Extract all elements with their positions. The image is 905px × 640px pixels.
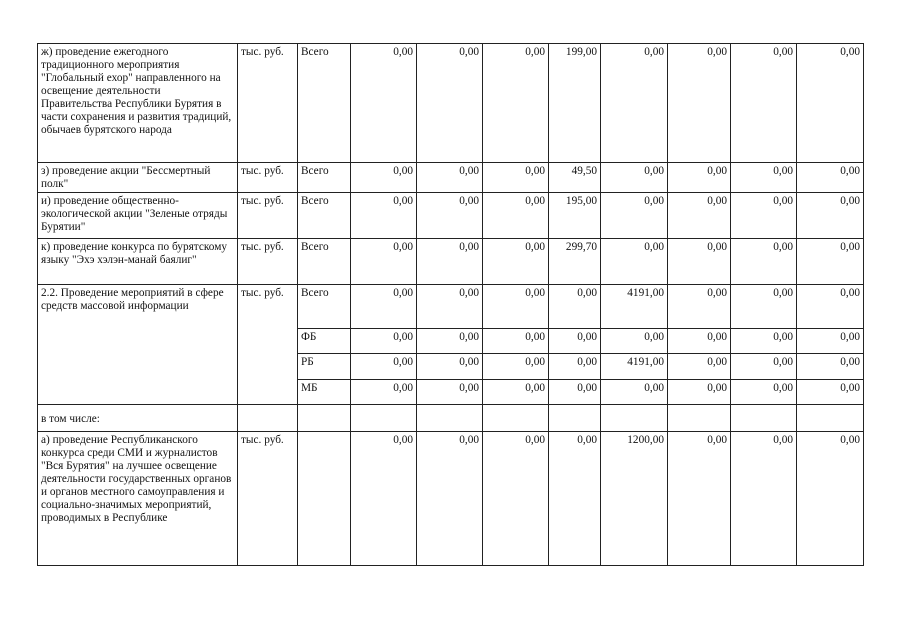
value-cell: 0,00 [731,193,797,239]
table-row [38,405,864,432]
funding-source-cell: Всего [298,163,351,193]
value-cell: 0,00 [731,163,797,193]
value-cell: 0,00 [601,163,668,193]
value-cell: 0,00 [549,380,601,405]
value-cell: 299,70 [549,239,601,285]
value-cell: 0,00 [601,193,668,239]
value-cell: 0,00 [417,193,483,239]
value-cell: 0,00 [601,239,668,285]
empty-cell [549,405,601,432]
empty-cell [731,405,797,432]
table-row [38,432,864,566]
value-cell: 0,00 [351,329,417,354]
value-cell: 0,00 [797,354,864,380]
unit-cell: тыс. руб. [238,193,298,239]
activity-name: 2.2. Проведение мероприятий в сфере средств массовой информации [38,285,238,405]
funding-source-cell: МБ [298,380,351,405]
value-cell: 0,00 [731,329,797,354]
value-cell: 0,00 [601,380,668,405]
value-cell: 0,00 [731,285,797,329]
value-cell: 0,00 [483,44,549,163]
empty-cell [351,405,417,432]
value-cell: 0,00 [417,354,483,380]
unit-cell: тыс. руб. [238,285,298,405]
value-cell: 0,00 [601,44,668,163]
value-cell: 4191,00 [601,354,668,380]
value-cell: 0,00 [351,354,417,380]
value-cell: 0,00 [417,380,483,405]
value-cell: 0,00 [417,329,483,354]
value-cell: 0,00 [351,44,417,163]
value-cell: 0,00 [483,354,549,380]
empty-cell [797,405,864,432]
value-cell: 0,00 [549,432,601,566]
empty-cell [668,405,731,432]
value-cell: 0,00 [483,432,549,566]
value-cell: 0,00 [797,432,864,566]
value-cell: 0,00 [351,193,417,239]
funding-source-cell: Всего [298,239,351,285]
value-cell: 0,00 [668,285,731,329]
value-cell: 0,00 [483,163,549,193]
table-row [38,163,864,193]
value-cell: 0,00 [549,285,601,329]
activity-name: а) проведение Республиканского конкурса среди СМИ и журналистов "Вся Бурятия" на лучшее освещение деятельности государственных органов и органов местного самоуправления и социально-значимых мероприятий, проводимых в Республике [38,432,238,566]
value-cell: 0,00 [731,239,797,285]
value-cell: 0,00 [731,380,797,405]
unit-cell: тыс. руб. [238,239,298,285]
value-cell: 195,00 [549,193,601,239]
value-cell: 0,00 [668,329,731,354]
empty-cell [298,405,351,432]
value-cell: 0,00 [601,329,668,354]
unit-cell: тыс. руб. [238,432,298,566]
value-cell: 0,00 [668,380,731,405]
value-cell: 0,00 [797,163,864,193]
value-cell: 0,00 [417,44,483,163]
table-row [38,239,864,285]
value-cell: 0,00 [797,285,864,329]
value-cell: 0,00 [549,354,601,380]
value-cell: 0,00 [483,239,549,285]
value-cell: 0,00 [731,44,797,163]
value-cell: 0,00 [797,239,864,285]
value-cell: 0,00 [731,354,797,380]
value-cell: 0,00 [417,285,483,329]
value-cell: 4191,00 [601,285,668,329]
value-cell: 0,00 [731,432,797,566]
expenditure-table [37,43,864,566]
value-cell: 0,00 [797,380,864,405]
empty-cell [238,405,298,432]
value-cell: 0,00 [483,193,549,239]
value-cell: 0,00 [483,380,549,405]
empty-cell [601,405,668,432]
value-cell: 0,00 [668,432,731,566]
value-cell: 0,00 [549,329,601,354]
empty-cell [483,405,549,432]
value-cell: 0,00 [797,329,864,354]
value-cell: 49,50 [549,163,601,193]
value-cell: 0,00 [483,329,549,354]
value-cell: 0,00 [668,193,731,239]
activity-name: и) проведение общественно-экологической акции "Зеленые отряды Бурятии" [38,193,238,239]
funding-source-cell: Всего [298,193,351,239]
activity-name: к) проведение конкурса по бурятскому языку "Эхэ хэлэн-манай баялиг" [38,239,238,285]
table-row [38,193,864,239]
funding-source-cell: РБ [298,354,351,380]
unit-cell: тыс. руб. [238,163,298,193]
value-cell: 199,00 [549,44,601,163]
funding-source-cell: ФБ [298,329,351,354]
value-cell: 0,00 [351,285,417,329]
value-cell: 0,00 [351,432,417,566]
value-cell: 0,00 [483,285,549,329]
empty-cell [417,405,483,432]
table-row [38,44,864,163]
funding-source-cell: Всего [298,285,351,329]
value-cell: 0,00 [351,380,417,405]
section-label: в том числе: [38,405,238,432]
funding-source-cell [298,432,351,566]
value-cell: 0,00 [797,193,864,239]
value-cell: 0,00 [797,44,864,163]
unit-cell: тыс. руб. [238,44,298,163]
value-cell: 1200,00 [601,432,668,566]
funding-source-cell: Всего [298,44,351,163]
value-cell: 0,00 [668,239,731,285]
value-cell: 0,00 [417,239,483,285]
value-cell: 0,00 [351,239,417,285]
activity-name: з) проведение акции "Бессмертный полк" [38,163,238,193]
value-cell: 0,00 [351,163,417,193]
activity-name: ж) проведение ежегодного традиционного мероприятия "Глобальный ехор" направленного на освещение деятельности Правительства Республики Бурятия в части сохранения и развития традиций, обычаев бурятского народа [38,44,238,163]
value-cell: 0,00 [668,354,731,380]
table-row [38,285,864,329]
value-cell: 0,00 [417,163,483,193]
value-cell: 0,00 [417,432,483,566]
value-cell: 0,00 [668,163,731,193]
value-cell: 0,00 [668,44,731,163]
